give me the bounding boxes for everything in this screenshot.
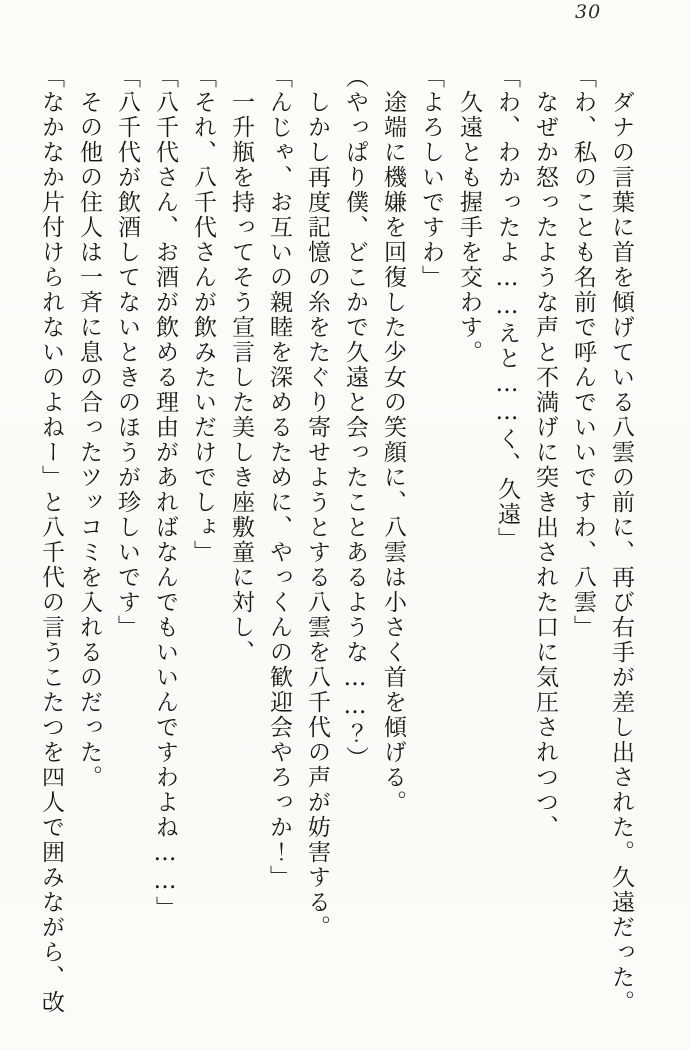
paragraph-13: 「八千代さん、お酒が飲める理由があればなんでもいいんですわよね……」 (152, 65, 178, 921)
paragraph-6: 「よろしいですわ」 (418, 65, 444, 290)
paragraph-14: 「八千代が飲酒してないときのほうが珍しいです」 (114, 65, 140, 640)
paragraph-12: 「それ、八千代さんが飲みたいだけでしょ」 (190, 65, 216, 565)
paragraph-1: ダナの言葉に首を傾げている八雲の前に、再び右手が差し出された。久遠だった。 (608, 90, 634, 1015)
paragraph-5: 久遠とも握手を交わす。 (456, 90, 482, 365)
paragraph-4: 「わ、わかったよ……えと……く、久遠」 (494, 65, 520, 552)
paragraph-3: なぜか怒ったような声と不満げに突き出された口に気圧されつつ、 (532, 90, 558, 840)
paragraph-11: 一升瓶を持ってそう宣言した美しき座敷童に対し、 (228, 90, 254, 665)
paragraph-2: 「わ、私のことも名前で呼んでいいですわ、八雲」 (570, 65, 596, 640)
paragraph-9: しかし再度記憶の糸をたぐり寄せようとする八雲を八千代の声が妨害する。 (304, 90, 330, 940)
paragraph-7: 途端に機嫌を回復した少女の笑顔に、八雲は小さく首を傾げる。 (380, 90, 406, 815)
page-number: 30 (575, 1, 602, 23)
paragraph-10: 「んじゃ、お互いの親睦を深めるために、やっくんの歓迎会やろっか！」 (266, 65, 292, 890)
page-text (25, 65, 640, 1025)
paragraph-16: 「なかなか片付けられないのよねー」と八千代の言うこたつを四人で囲みながら、改 (38, 65, 64, 1015)
paragraph-15: その他の住人は一斉に息の合ったツッコミを入れるのだった。 (76, 90, 102, 790)
paragraph-8: （やっぱり僕、どこかで久遠と会ったことあるような……？） (342, 65, 368, 771)
